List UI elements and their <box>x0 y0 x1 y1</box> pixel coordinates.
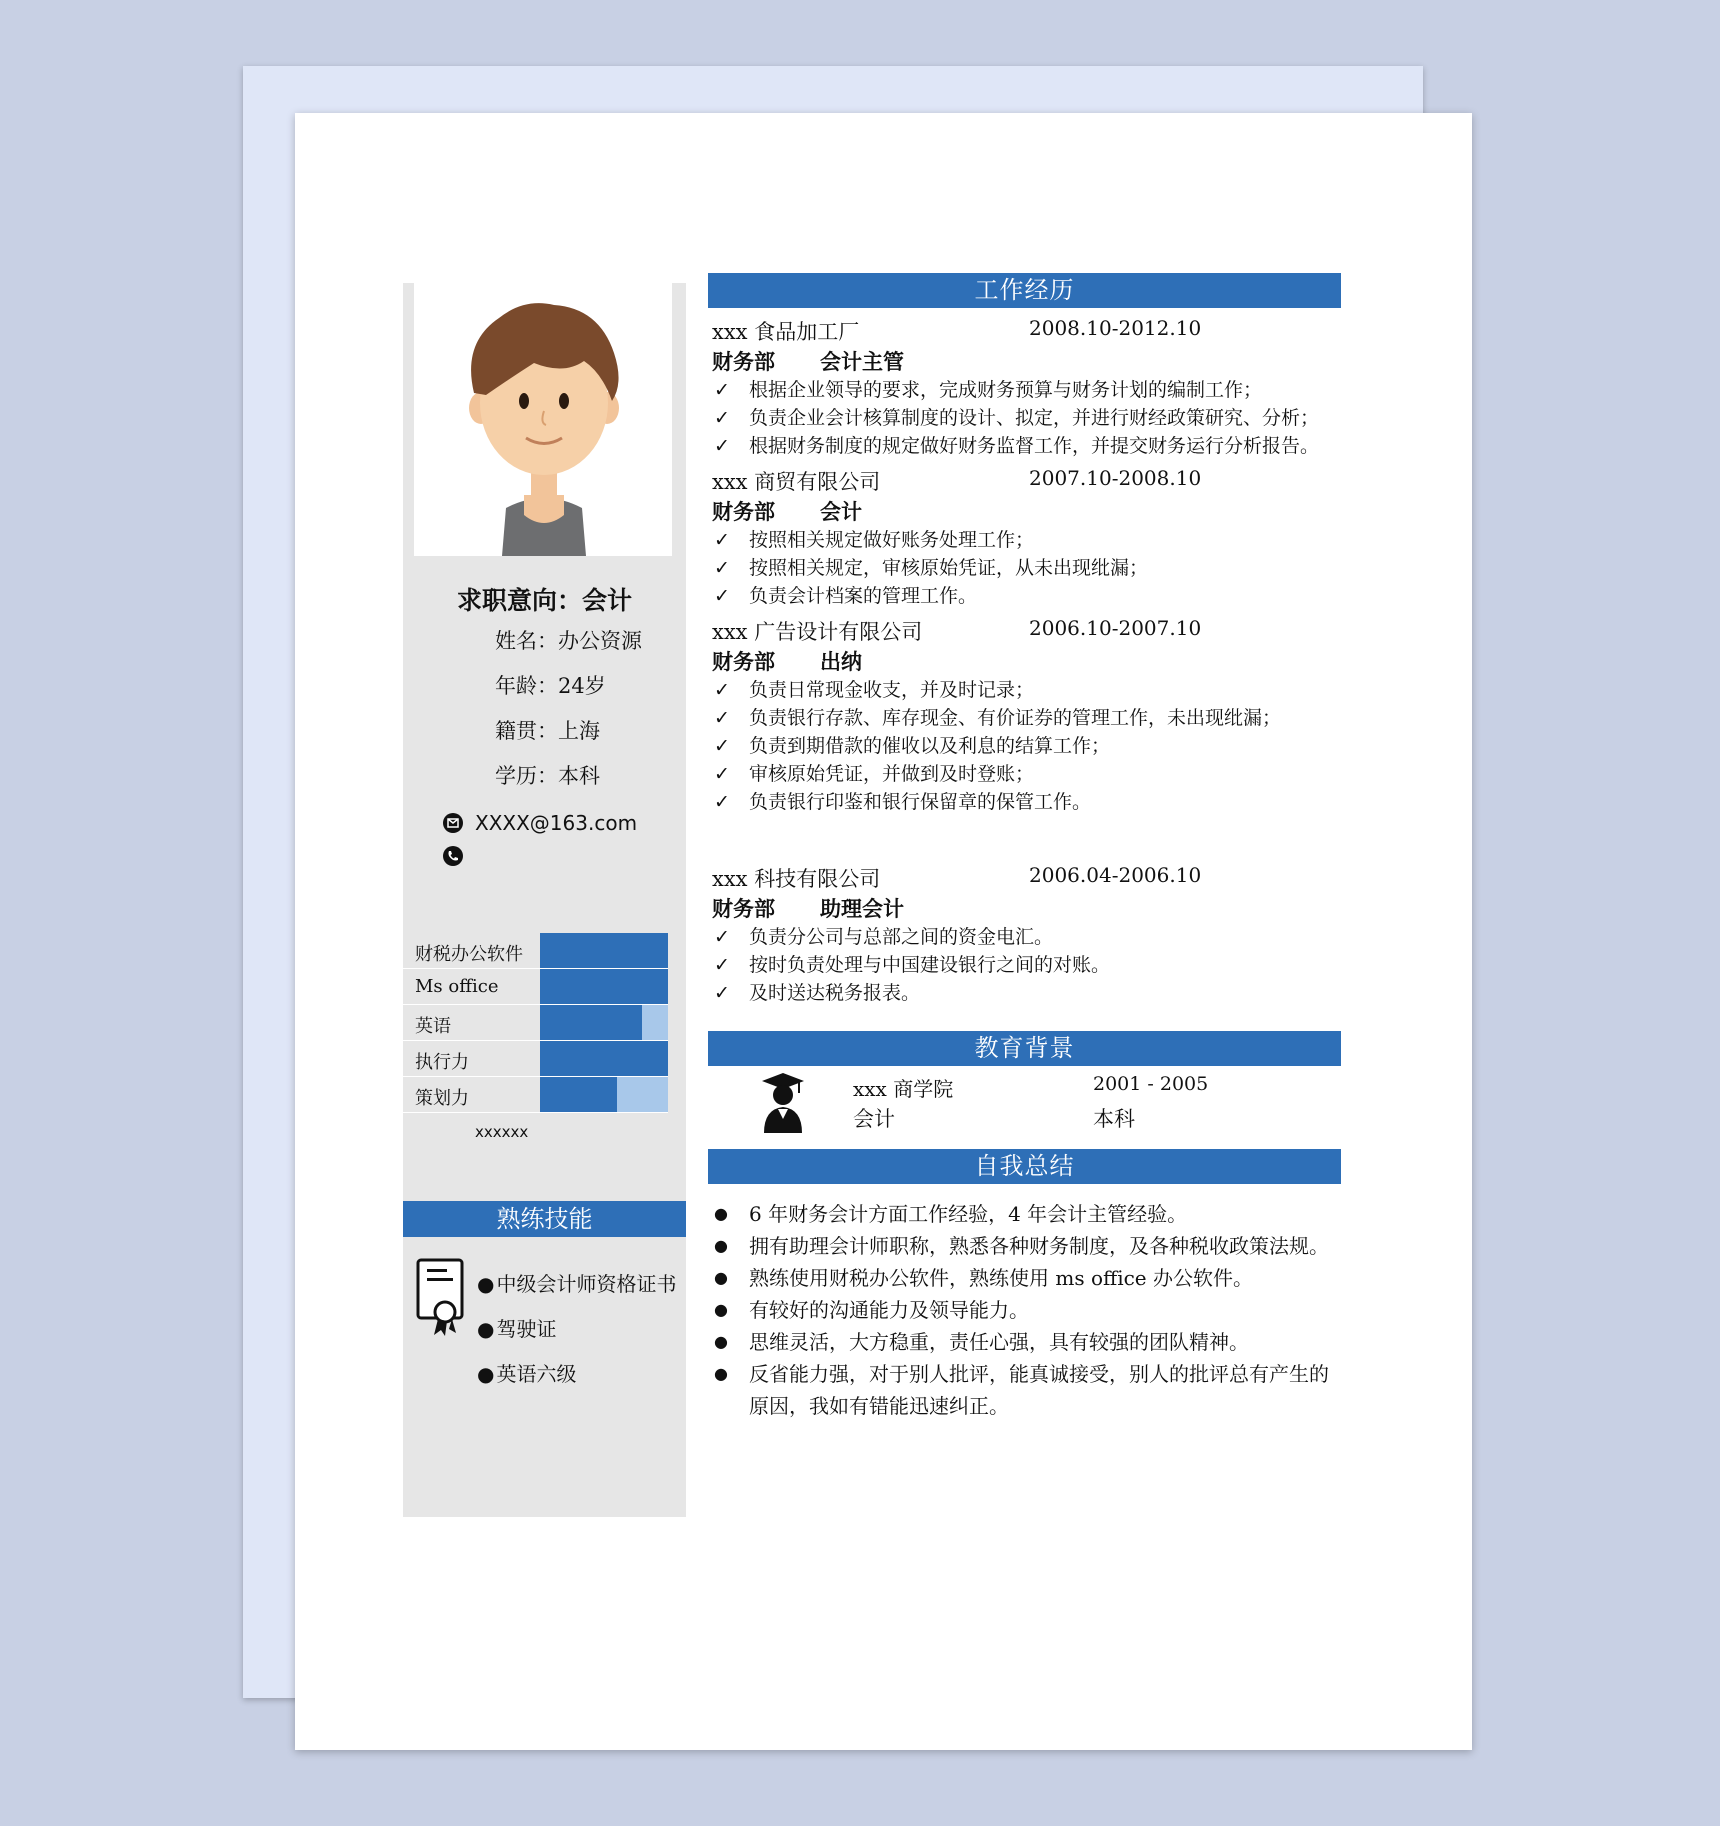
skill-label: 英语 <box>415 1016 451 1037</box>
cert-item: ● 驾驶证 <box>477 1313 676 1342</box>
duty-item: ✓ 按照相关规定，审核原始凭证，从未出现纰漏； <box>712 554 1352 582</box>
edu-degree: 本科 <box>1093 1107 1135 1131</box>
avatar <box>408 283 678 556</box>
email-icon <box>443 813 463 833</box>
skill-bar-fill <box>540 933 668 968</box>
info-hometown-value: 上海 <box>558 719 600 743</box>
job-company: xxx 广告设计有限公司 <box>712 620 923 644</box>
skill-bar <box>540 1041 668 1076</box>
info-name-value: 办公资源 <box>558 629 642 653</box>
duty-item: ✓ 根据企业领导的要求，完成财务预算与财务计划的编制工作； <box>712 376 1352 404</box>
skill-bar <box>540 969 668 1004</box>
skills-note: xxxxxx <box>475 1123 529 1141</box>
info-name: 姓名：办公资源 <box>495 629 642 653</box>
skill-label: Ms office <box>415 976 499 997</box>
summary-heading: 自我总结 <box>708 1149 1341 1184</box>
skill-bar-fill <box>540 1077 617 1112</box>
skill-row <box>403 1041 668 1077</box>
job-role: 会计主管 <box>820 349 904 374</box>
sidebar <box>403 283 686 1517</box>
duty-item: ✓ 负责企业会计核算制度的设计、拟定，并进行财经政策研究、分析； <box>712 404 1352 432</box>
cert-item: ● 中级会计师资格证书 <box>477 1268 676 1297</box>
job-company: xxx 商贸有限公司 <box>712 470 881 494</box>
job-role: 出纳 <box>820 649 862 674</box>
duty-item: ✓ 及时送达税务报表。 <box>712 979 1352 1007</box>
info-education-value: 本科 <box>558 764 600 788</box>
skill-label: 执行力 <box>415 1052 469 1073</box>
job-objective: 求职意向：会计 <box>456 586 632 615</box>
skill-row <box>403 969 668 1005</box>
duty-item: ✓ 审核原始凭证，并做到及时登账； <box>712 760 1352 788</box>
skill-bar-fill <box>540 1041 668 1076</box>
duty-item: ✓ 按时负责处理与中国建设银行之间的对账。 <box>712 951 1352 979</box>
job-dept: 财务部 <box>712 896 775 921</box>
summary-item: ● 有较好的沟通能力及领导能力。 <box>712 1294 1332 1326</box>
skill-bar <box>540 1077 668 1112</box>
certificate-icon <box>415 1257 467 1341</box>
email-text: XXXX@163.com <box>475 811 638 835</box>
job-dept: 财务部 <box>712 349 775 374</box>
job-date: 2008.10-2012.10 <box>1029 316 1202 340</box>
duty-item: ✓ 负责到期借款的催收以及利息的结算工作； <box>712 732 1352 760</box>
job-role: 助理会计 <box>820 896 904 921</box>
edu-years: 2001 - 2005 <box>1093 1073 1209 1095</box>
info-education: 学历：本科 <box>495 764 600 788</box>
duty-item: ✓ 负责日常现金收支，并及时记录； <box>712 676 1352 704</box>
contact-phone <box>443 846 475 866</box>
job-entry <box>712 863 1352 1007</box>
summary-item: ● 思维灵活，大方稳重，责任心强，具有较强的团队精神。 <box>712 1326 1332 1358</box>
skill-bar-fill <box>540 1005 642 1040</box>
info-age-value: 24岁 <box>558 674 606 698</box>
job-dept: 财务部 <box>712 499 775 524</box>
job-date: 2006.04-2006.10 <box>1029 863 1202 887</box>
duty-item: ✓ 负责银行印鉴和银行保留章的保管工作。 <box>712 788 1352 816</box>
job-date: 2007.10-2008.10 <box>1029 466 1202 490</box>
graduate-icon <box>760 1073 806 1137</box>
cert-item: ● 英语六级 <box>477 1358 676 1387</box>
duty-item: ✓ 根据财务制度的规定做好财务监督工作，并提交财务运行分析报告。 <box>712 432 1352 460</box>
work-heading: 工作经历 <box>708 273 1341 308</box>
skill-label: 财税办公软件 <box>415 944 523 965</box>
job-company: xxx 食品加工厂 <box>712 320 860 344</box>
duty-item: ✓ 负责分公司与总部之间的资金电汇。 <box>712 923 1352 951</box>
edu-school: xxx 商学院 <box>853 1077 954 1101</box>
summary-item: ● 拥有助理会计师职称，熟悉各种财务制度，及各种税收政策法规。 <box>712 1230 1332 1262</box>
education-entry <box>708 1063 1341 1143</box>
education-heading: 教育背景 <box>708 1031 1341 1066</box>
job-date: 2006.10-2007.10 <box>1029 616 1202 640</box>
edu-major: 会计 <box>853 1107 895 1131</box>
skill-row <box>403 933 668 969</box>
avatar-illustration <box>414 283 672 556</box>
skill-bars <box>403 933 668 1113</box>
skill-bar <box>540 933 668 968</box>
skill-bar-fill <box>540 969 668 1004</box>
info-age: 年龄：24岁 <box>495 674 606 698</box>
skill-label: 策划力 <box>415 1088 469 1109</box>
info-hometown: 籍贯：上海 <box>495 719 600 743</box>
job-company: xxx 科技有限公司 <box>712 867 881 891</box>
summary-item: ● 6 年财务会计方面工作经验，4 年会计主管经验。 <box>712 1198 1332 1230</box>
duty-item: ✓ 按照相关规定做好账务处理工作； <box>712 526 1352 554</box>
skill-row <box>403 1077 668 1113</box>
job-entry <box>712 316 1352 460</box>
job-entry <box>712 616 1352 816</box>
resume-page <box>295 113 1472 1750</box>
job-role: 会计 <box>820 499 862 524</box>
summary-item: ● 熟练使用财税办公软件，熟练使用 ms office 办公软件。 <box>712 1262 1332 1294</box>
proficiency-heading: 熟练技能 <box>403 1201 686 1237</box>
summary-list <box>712 1198 1332 1422</box>
cert-list <box>477 1268 676 1403</box>
skill-row <box>403 1005 668 1041</box>
summary-item: ● 反省能力强，对于别人批评，能真诚接受，别人的批评总有产生的原因，我如有错能迅速纠正。 <box>712 1358 1332 1422</box>
job-dept: 财务部 <box>712 649 775 674</box>
job-entry <box>712 466 1352 610</box>
duty-item: ✓ 负责会计档案的管理工作。 <box>712 582 1352 610</box>
duty-item: ✓ 负责银行存款、库存现金、有价证券的管理工作，未出现纰漏； <box>712 704 1352 732</box>
contact-email <box>443 811 637 835</box>
phone-icon <box>443 846 463 866</box>
skill-bar <box>540 1005 668 1040</box>
